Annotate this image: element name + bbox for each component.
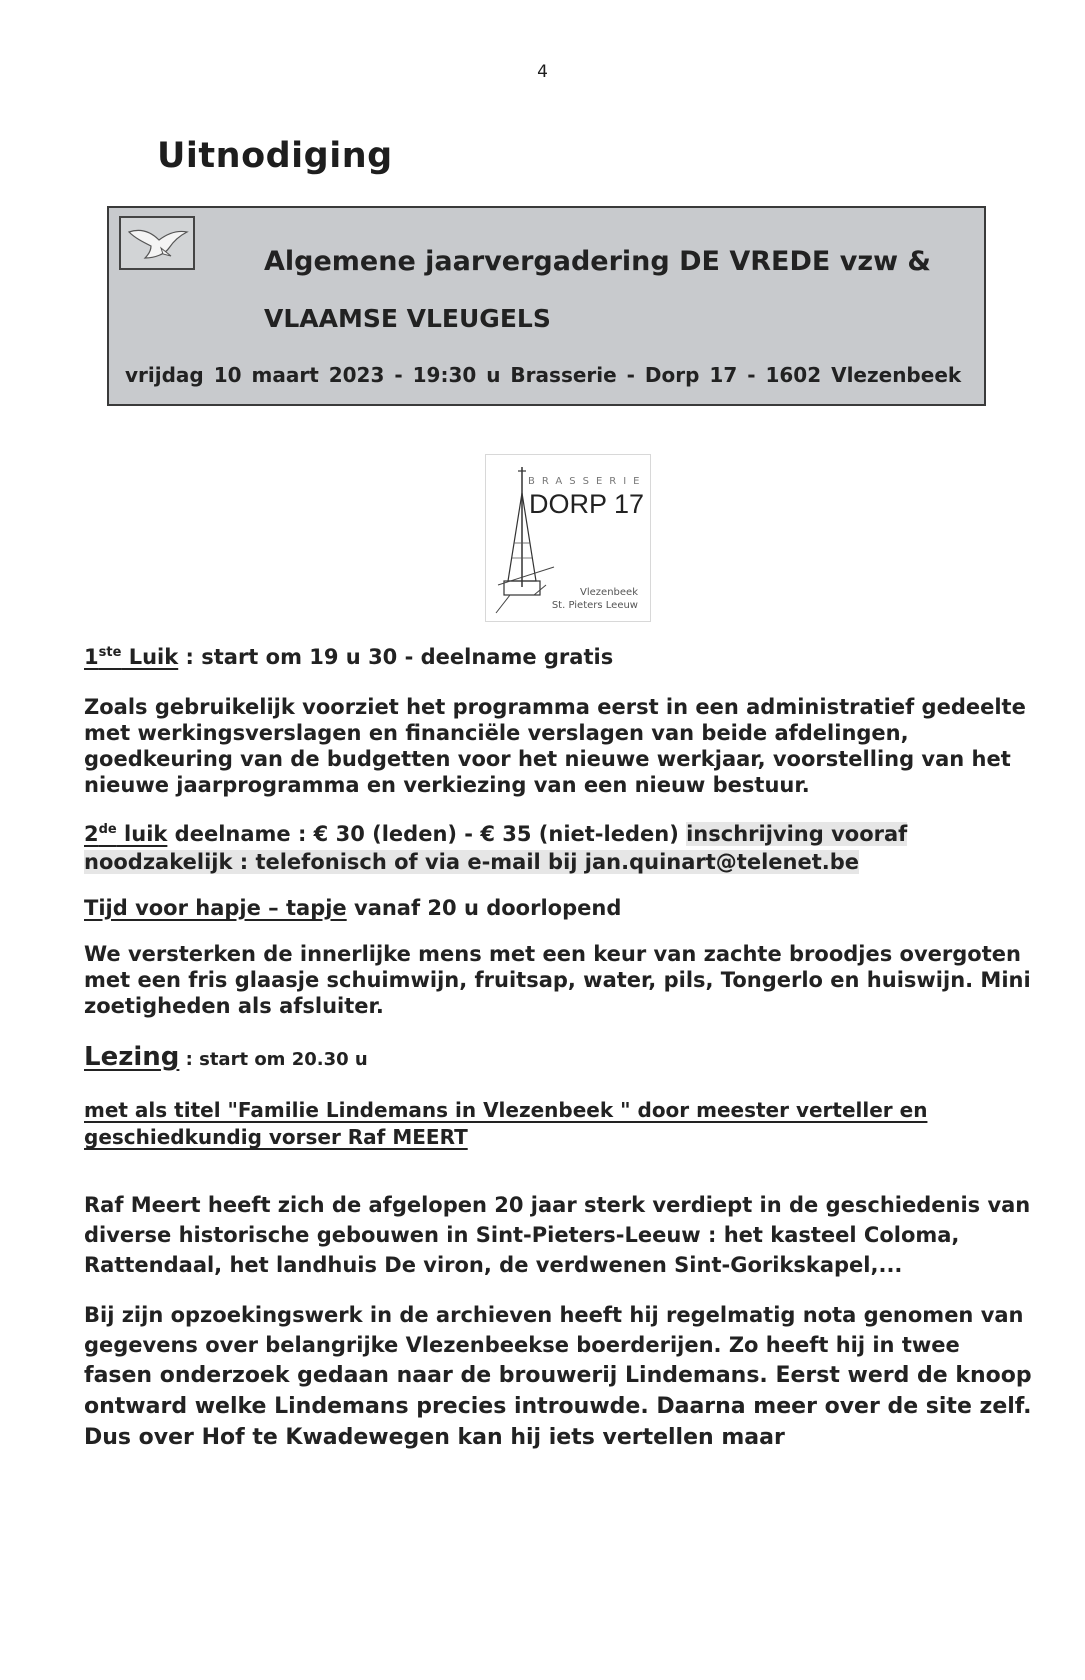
- banner-details: vrijdag 10 maart 2023 - 19:30 u Brasserie - Dorp 17 - 1602 Vlezenbeek: [125, 363, 962, 387]
- luik1-label: 1ste Luik: [84, 645, 179, 669]
- highlight: inschrijving vooraf: [686, 822, 908, 846]
- lecture-title: geschiedkundig vorser Raf MEERT: [84, 1125, 468, 1149]
- event-banner: [107, 206, 986, 406]
- research-paragraph: Bij zijn opzoekingswerk in de archieven heeft hij regelmatig nota genomen van gegevens over belangrijke Vlezenbeekse boerderijen. Zo heeft hij in twee: [84, 1303, 1024, 1357]
- page-number: 4: [537, 62, 548, 82]
- program-paragraph: Zoals gebruikelijk voorziet het programma eerst in een administratief gedeelte met werkingsverslagen en financiële verslagen van beide afdelingen, goedkeuring van de budgetten voor het nieuwe werkjaar, voorstelling van het nieuwe jaarprogramma en verkiezing van een nieuw bestuur.: [84, 695, 1026, 797]
- luik2-label: 2de luik: [84, 822, 168, 846]
- brasserie-logo: [485, 454, 651, 622]
- logo-place: St. Pieters Leeuw: [551, 600, 638, 611]
- banner-subtitle: VLAAMSE VLEUGELS: [264, 304, 551, 333]
- banner-title: Algemene jaarvergadering DE VREDE vzw &: [264, 246, 931, 277]
- tijd-line: Tijd voor hapje – tapje vanaf 20 u doorlopend: [84, 896, 622, 920]
- dove-icon: [119, 216, 195, 270]
- lezing-label: Lezing: [84, 1042, 180, 1072]
- page-title: Uitnodiging: [157, 136, 393, 176]
- tijd-label: Tijd voor hapje – tapje: [84, 896, 347, 920]
- luik2-contact: noodzakelijk : telefonisch of via e-mail bij jan.quinart@telenet.be: [84, 850, 860, 874]
- logo-name: DORP 17: [529, 489, 645, 519]
- speaker-paragraph: Raf Meert heeft zich de afgelopen 20 jaar sterk verdiept in de geschiedenis van diverse historische gebouwen in Sint-Pieters-Leeuw : het kasteel Coloma, Rattendaal, het landhuis De viron, de verdwenen Sint-Gorikskapel,...: [84, 1193, 1031, 1277]
- food-paragraph: We versterken de innerlijke mens met een keur van zachte broodjes overgoten met een fris glaasje schuimwijn, fruitsap, water, pils, Tongerlo en huiswijn. Mini zoetigheden als afsluiter.: [84, 942, 1031, 1018]
- lezing-line: Lezing : start om 20.30 u: [84, 1042, 368, 1072]
- luik2-line: 2de luik deelname : € 30 (leden) - € 35 (niet-leden) inschrijving vooraf: [84, 822, 908, 846]
- logo-place: Vlezenbeek: [580, 587, 638, 598]
- logo-brand: BRASSERIE: [528, 476, 647, 487]
- lecture-title: met als titel "Familie Lindemans in Vlezenbeek " door meester verteller en: [84, 1098, 928, 1122]
- research-paragraph: fasen onderzoek gedaan naar de brouwerij Lindemans. Eerst werd de knoop ontward welke Lindemans precies introuwde. Daarna meer over de site zelf. Dus over Hof te Kwadewegen kan hij iets vertellen maar: [84, 1363, 1032, 1450]
- luik1-line: 1ste Luik : start om 19 u 30 - deelname gratis: [84, 645, 614, 669]
